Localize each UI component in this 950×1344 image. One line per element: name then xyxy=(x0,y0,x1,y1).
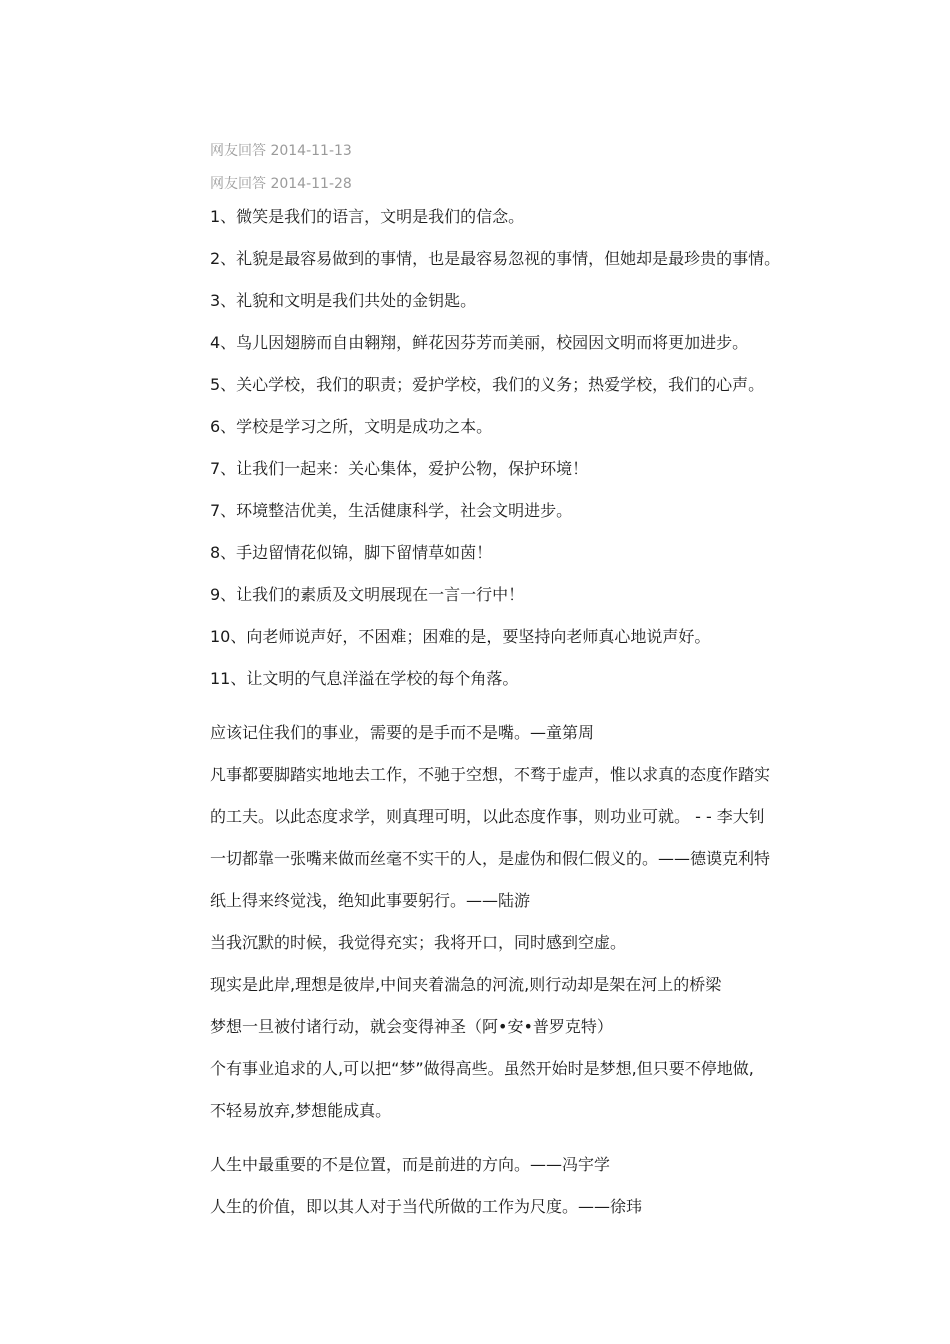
quote-line: 的工夫。以此态度求学，则真理可明，以此态度作事，则功业可就。 - - 李大钊 xyxy=(210,807,765,826)
quote-line: 当我沉默的时候，我觉得充实；我将开口，同时感到空虚。 xyxy=(210,933,627,952)
quote-line: 个有事业追求的人,可以把“梦”做得高些。虽然开始时是梦想,但只要不停地做, xyxy=(210,1059,754,1078)
quote-line: 人生的价值，即以其人对于当代所做的工作为尺度。——徐玮 xyxy=(210,1197,643,1216)
slogan-line: 6、学校是学习之所，文明是成功之本。 xyxy=(210,417,493,436)
slogan-line: 10、向老师说声好，不困难；困难的是，要坚持向老师真心地说声好。 xyxy=(210,627,711,646)
quote-line: 人生中最重要的不是位置，而是前进的方向。——冯宇学 xyxy=(210,1155,611,1174)
answer-meta: 网友回答 2014-11-13 xyxy=(210,143,352,159)
quote-line: 梦想一旦被付诸行动，就会变得神圣（阿•安•普罗克特） xyxy=(210,1017,613,1036)
slogan-line: 4、鸟儿因翅膀而自由翱翔，鲜花因芬芳而美丽，校园因文明而将更加进步。 xyxy=(210,333,749,352)
slogan-line: 2、礼貌是最容易做到的事情，也是最容易忽视的事情，但她却是最珍贵的事情。 xyxy=(210,249,781,268)
quote-line: 应该记住我们的事业，需要的是手而不是嘴。—童第周 xyxy=(210,723,595,742)
quote-line: 现实是此岸,理想是彼岸,中间夹着湍急的河流,则行动却是架在河上的桥梁 xyxy=(210,975,722,994)
quote-line: 凡事都要脚踏实地地去工作，不驰于空想，不骛于虚声，惟以求真的态度作踏实 xyxy=(210,765,771,784)
slogan-line: 7、让我们一起来：关心集体，爱护公物，保护环境！ xyxy=(210,459,589,478)
paragraph-gap xyxy=(210,709,820,721)
slogan-line: 8、手边留情花似锦，脚下留情草如茵！ xyxy=(210,543,493,562)
slogan-line: 5、关心学校，我们的职责；爱护学校，我们的义务；热爱学校，我们的心声。 xyxy=(210,375,765,394)
slogan-line: 7、环境整洁优美，生活健康科学，社会文明进步。 xyxy=(210,501,573,520)
slogan-line: 1、微笑是我们的语言，文明是我们的信念。 xyxy=(210,207,525,226)
slogan-line: 9、让我们的素质及文明展现在一言一行中！ xyxy=(210,585,525,604)
quote-line: 一切都靠一张嘴来做而丝毫不实干的人，是虚伪和假仁假义的。——德谟克利特 xyxy=(210,849,771,868)
answer-content xyxy=(210,139,820,1237)
paragraph-gap xyxy=(210,1141,820,1153)
answer-meta: 网友回答 2014-11-28 xyxy=(210,176,352,192)
slogan-line: 3、礼貌和文明是我们共处的金钥匙。 xyxy=(210,291,477,310)
slogan-line: 11、让文明的气息洋溢在学校的每个角落。 xyxy=(210,669,519,688)
quote-line: 不轻易放弃,梦想能成真。 xyxy=(210,1101,392,1120)
quote-line: 纸上得来终觉浅，绝知此事要躬行。——陆游 xyxy=(210,891,531,910)
